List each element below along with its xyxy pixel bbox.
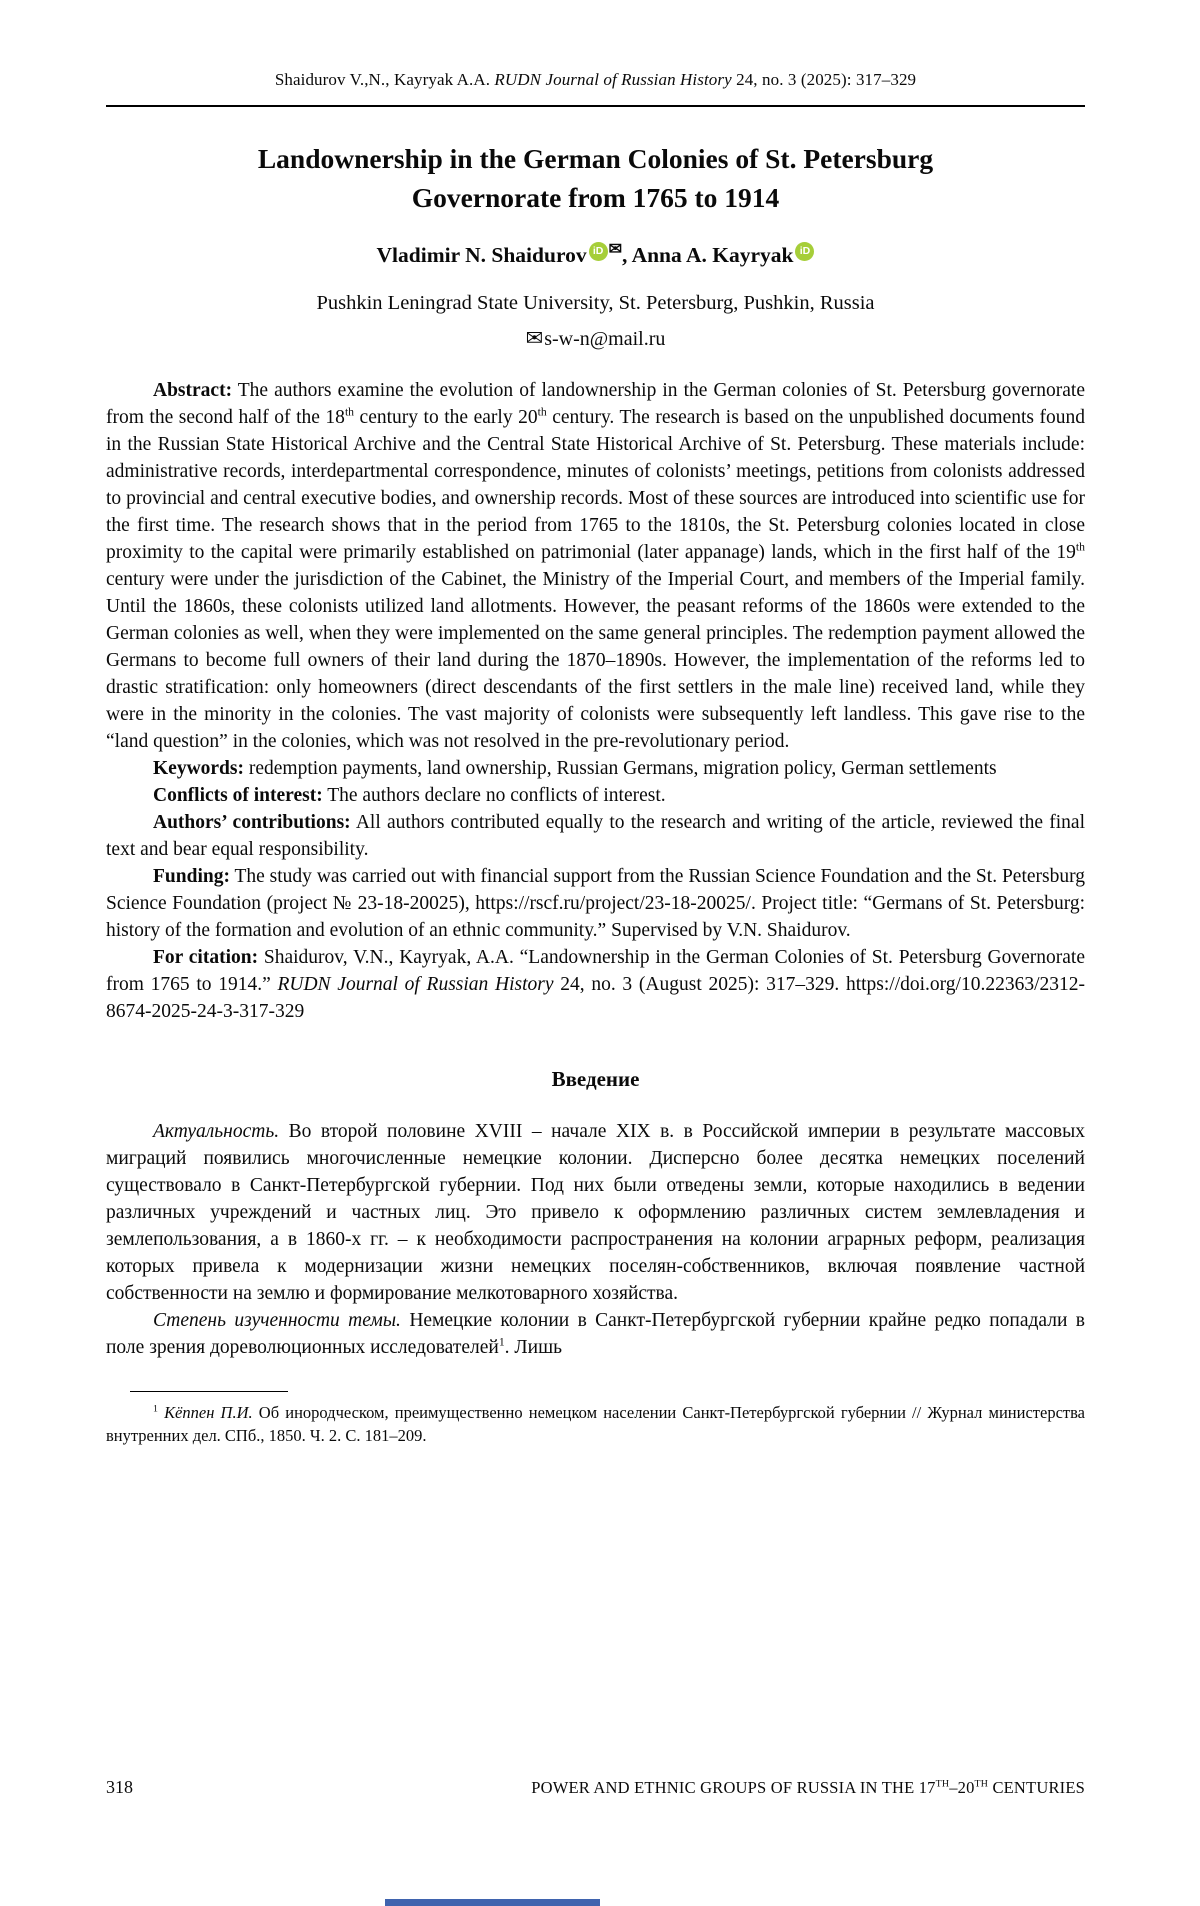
text-segment: Funding: — [153, 866, 230, 888]
article-title-line2: Governorate from 1765 to 1914 — [411, 182, 780, 214]
text-segment: Conflicts of interest: — [153, 785, 323, 807]
text-segment: All authors contributed equally to the research and writing of the article, reviewed the final text and bear equal responsibility. — [106, 812, 1085, 861]
text-segment: POWER AND ETHNIC GROUPS OF RUSSIA IN THE 17 — [531, 1778, 936, 1797]
envelope-icon: ✉ — [525, 326, 544, 351]
article-body — [106, 377, 1085, 1447]
article-title — [106, 139, 1085, 217]
text-segment: century were under the jurisdiction of the Cabinet, the Ministry of the Imperial Court, and members of the Imperial family. Until the 1860s, these colonists utilized land allotments. However, the peasant reforms of the 1860s were extended to the German colonies as well, when they were implemented on the same general principles. The redemption payment allowed the Germans to become full owners of their land during the 1870–1890s. However, the implementation of the reforms led to drastic stratification: only homeowners (direct descendants of the first settlers in the male line) received land, while they were in the minority in the colonies. The vast majority of colonists were subsequently left landless. This gave rise to the “land question” in the colonies, which was not resolved in the pre-revolutionary period. — [106, 569, 1085, 753]
text-segment: –20 — [949, 1778, 975, 1797]
doi-link[interactable]: https://doi.org/10.22363/2312-8674-2025-24-3-317-329 — [106, 974, 1086, 1023]
text-segment: Во второй половине XVIII – начале XIX в. в Российской империи в результате массовых миграций появились многочисленные немецкие колонии. Дисперсно более десятка немецких поселений существовало в Санкт-Петербургской губернии. Под них были отведены земли, которые находились в ведении различных учреждений и частных лиц. Это привело к оформлению различных систем землевладения и землепользования, а в 1860-х гг. – к необходимости распространения на колонии аграрных реформ, реализация которых привела к модернизации жизни немецких поселян-собственников, включая появление частной собственности на землю и формирование мелкотоварного хозяйства. — [106, 1121, 1085, 1305]
authors-separator: , — [622, 243, 632, 268]
text-segment: Keywords: — [153, 758, 244, 780]
text-segment: Степень изученности темы. — [153, 1310, 401, 1332]
authors-contributions-paragraph — [106, 809, 1085, 863]
text-segment: RUDN Journal of Russian History — [277, 974, 554, 996]
text-segment: Authors’ contributions: — [153, 812, 351, 834]
section-heading-introduction: Введение — [551, 1067, 640, 1092]
abstract-paragraph — [106, 377, 1085, 755]
funding-project-link[interactable]: https://rscf.ru/project/23-18-20025/ — [475, 893, 751, 915]
author-name-shaidurov: Vladimir N. Shaidurov — [376, 243, 587, 268]
email-address[interactable]: s-w-n@mail.ru — [544, 328, 666, 351]
text-segment: Shaidurov V.,N., Kayryak A.A. — [274, 70, 495, 89]
author-name-kayryak: Anna A. Kayryak — [631, 243, 794, 268]
text-segment: Abstract: — [153, 380, 233, 402]
intro-paragraph-2 — [106, 1307, 1085, 1361]
text-segment: The authors declare no conflicts of interest. — [322, 785, 666, 807]
page-number: 318 — [106, 1777, 133, 1797]
affiliation: Pushkin Leningrad State University, St. Petersburg, Pushkin, Russia — [316, 292, 875, 315]
text-segment: TH — [974, 1778, 989, 1790]
article-title-line1: Landownership in the German Colonies of St. Petersburg — [257, 143, 934, 174]
footnote-separator-rule — [130, 1391, 288, 1392]
footer-running-title — [531, 1778, 1085, 1798]
for-citation-paragraph — [106, 944, 1085, 1025]
text-segment: Shaidurov, V.N., Kayryak, A.A. “Landownership in the German Colonies of St. Petersburg Governorate from 1765 to 1914.” — [106, 947, 1086, 996]
text-segment: CENTURIES — [988, 1778, 1085, 1797]
next-page-edge — [385, 1899, 600, 1906]
text-segment: 24, no. 3 (August 2025): 317–329. — [553, 974, 846, 996]
conflicts-of-interest-paragraph — [106, 782, 1085, 809]
text-segment: century. The research is based on the unpublished documents found in the Russian State Historical Archive and the Central State Historical Archive of St. Petersburg. These materials include: administrative records, interdepartmental correspondence, minutes of colonists’ meetings, petitions from colonists addressed to provincial and central executive bodies, and ownership records. Most of these sources are introduced into scientific use for the first time. The research shows that in the period from 1765 to the 1810s, the St. Petersburg colonies located in close proximity to the capital were primarily established on patrimonial (later appanage) lands, which in the first half of the 19 — [106, 407, 1086, 564]
text-segment: RUDN Journal of Russian History — [494, 70, 732, 89]
text-segment: Кёппен П.И. — [164, 1403, 253, 1423]
text-segment: The study was carried out with financial support from the Russian Science Foundation and the St. Petersburg Science Foundation (project № 23-18-20025), — [106, 866, 1085, 915]
text-segment: The authors examine the evolution of landownership in the German colonies of St. Petersburg governorate from the second half of the 18 — [106, 380, 1085, 429]
text-segment: th — [344, 405, 355, 419]
text-segment: . Лишь — [504, 1337, 562, 1359]
authors-line — [106, 239, 1085, 268]
orcid-icon[interactable]: iD — [589, 242, 608, 261]
text-segment: Об инородческом, преимущественно немецком населении Санкт-Петербургской губернии // Журнал министерства внутренних дел. СПб., 1850. Ч. 2. С. 181–209. — [106, 1403, 1085, 1445]
text-segment: 1 — [498, 1335, 505, 1349]
text-segment: 24, no. 3 (2025): 317–329 — [731, 70, 917, 89]
footnote-1 — [106, 1402, 1085, 1447]
orcid-icon[interactable]: iD — [795, 242, 814, 261]
text-segment: th — [1075, 540, 1085, 554]
corresponding-author-envelope-icon: ✉ — [608, 241, 622, 259]
page-footer — [106, 1777, 1085, 1798]
text-segment: century to the early 20 — [354, 407, 538, 429]
email-line — [106, 326, 1085, 351]
text-segment: For citation: — [153, 947, 259, 969]
text-segment: th — [537, 405, 547, 419]
funding-paragraph — [106, 863, 1085, 944]
text-segment: . Project title: “Germans of St. Petersburg: history of the formation and evolution of an ethnic community.” Supervised by V.N. Shaidurov. — [106, 893, 1086, 942]
text-segment: 1 — [153, 1403, 158, 1415]
text-segment: Немецкие колонии в Санкт-Петербургской губернии крайне редко попадали в поле зрения дореволюционных исследователей — [106, 1310, 1085, 1359]
running-header — [106, 70, 1085, 90]
intro-paragraph-1 — [106, 1118, 1085, 1307]
text-segment: Актуальность. — [153, 1121, 280, 1143]
keywords-paragraph — [106, 755, 1085, 782]
text-segment: redemption payments, land ownership, Russian Germans, migration policy, German settlements — [244, 758, 997, 780]
header-rule — [106, 105, 1085, 107]
text-segment: TH — [935, 1778, 950, 1790]
